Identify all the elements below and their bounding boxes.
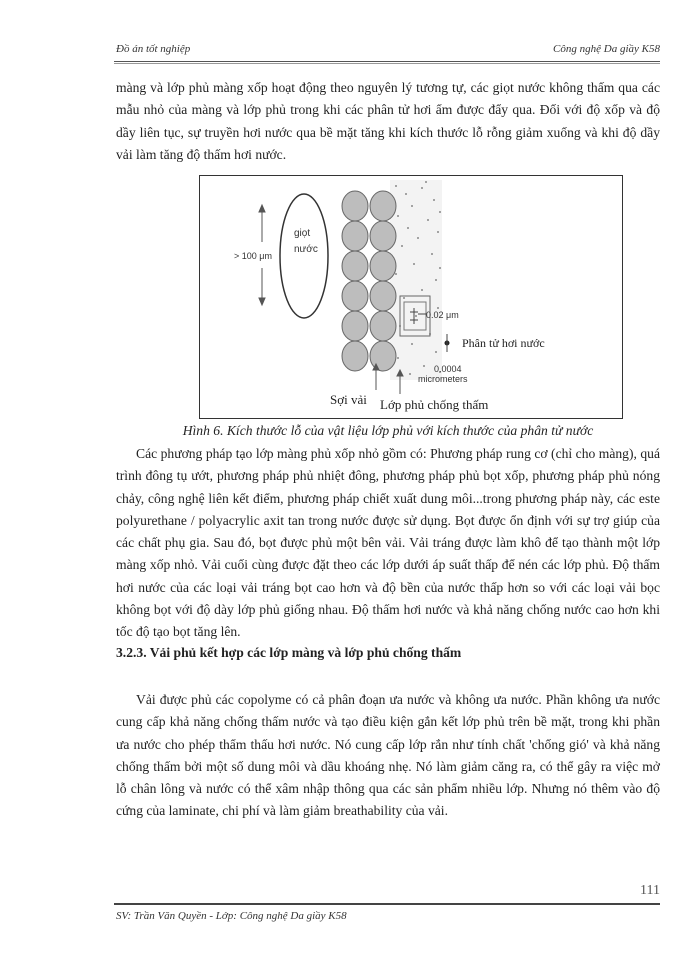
paragraph-intro: màng và lớp phủ màng xốp hoạt động theo nguyên lý tương tự, các giọt nước không thấm qua các mẫu nhỏ của màng và lớp phủ trong khi các phân tử hơi ẩm được đẩy qua. Đối với độ xốp và độ dầy liên tục, sự truyền hơi nước qua bề mặt tăng khi kích thước lỗ rỗng giảm xuống và khi độ dầy vải làm tăng độ thấm hơi nước. [116, 80, 660, 162]
page-header [114, 40, 660, 60]
paragraph-methods: Các phương pháp tạo lớp màng phủ xốp nhỏ gồm có: Phương pháp rung cơ (chỉ cho màng), quá trình đông tụ ướt, phương pháp phủ nhiệt đông, phương pháp phủ bọt xốp, phương pháp phủ nóng chảy, công nghệ liên kết điểm, phương pháp chiết xuất dung môi...trong phương pháp này, các este polyurethane / polyacrylic axit tan trong nước được sử dụng. Bọt được ổn định với sự trợ giúp của các chất phụ gia. Sau đó, bọt được phủ một bên vải. Vải tráng được làm khô để tạo thành một lớp màng xốp nhỏ. Vải cuối cùng được đặt theo các lớp dưới áp suất thấp để nén các lớp phủ. Độ thấm hơi nước của các loại vải tráng bọt cao hơn và độ bền của nước thấp hơn so với các loại vải bọc không bọt với độ dày lớp phủ giống nhau. Độ thấm hơi nước và khả năng chống nước cao hơn khi tốc độ tạo bọt tăng lên. [116, 446, 660, 640]
pore-size-label: 0.02 μm [426, 310, 459, 320]
size-label: > 100 μm [234, 251, 272, 261]
droplet-label-line1: giọt [294, 228, 311, 239]
figure-caption: Hình 6. Kích thước lỗ của vật liệu lớp phủ với kích thước của phân tử nước [182, 423, 594, 438]
page-number: 111 [640, 883, 660, 898]
coating-layer [390, 180, 442, 380]
header-right-text: Công nghệ Da giầy K58 [553, 43, 660, 55]
section-heading: 3.2.3. Vải phủ kết hợp các lớp màng và lớp phủ chống thấm [116, 645, 462, 660]
fabric-fibers [342, 191, 396, 371]
fiber-label: Sợi vải [330, 392, 367, 407]
diagram-svg [200, 176, 622, 418]
header-divider [114, 61, 660, 64]
molecule-label: Phân tử hơi nước [462, 336, 545, 350]
figure-pore-size-diagram [199, 175, 623, 419]
coating-label: Lớp phủ chống thấm [380, 397, 489, 412]
page-footer: SV: Trần Văn Quyền - Lớp: Công nghệ Da giầy K58 [116, 910, 347, 922]
molecule-size-line2: micrometers [418, 374, 468, 384]
droplet-label-line2: nước [294, 244, 318, 255]
header-left-text: Đồ án tốt nghiệp [116, 43, 191, 55]
molecule-size-line1: 0.0004 [434, 364, 462, 374]
paragraph-copolymer: Vải được phủ các copolyme có cả phân đoạn ưa nước và không ưa nước. Phần không ưa nước cung cấp khả năng chống thấm nước và tạo điều kiện gắn kết lớp phủ trên bề mặt, trong khi phần ưa nước cho phép thẩm thấu hơi nước. Nó cung cấp lớp rắn như tính chất 'chống gió' và khả năng chống thấm bởi một số dung môi và dầu khoáng nhẹ. Nó làm giảm căng ra, có thể gây ra việc mở lỗ chân lông và nước có thể xâm nhập thông qua các sản phẩm nhiều lớp. Nhưng nó thêm vào độ cứng của laminate, chi phí và làm giảm breathability của vải. [116, 692, 660, 819]
footer-divider [114, 903, 660, 905]
water-droplet-shape [280, 194, 328, 318]
